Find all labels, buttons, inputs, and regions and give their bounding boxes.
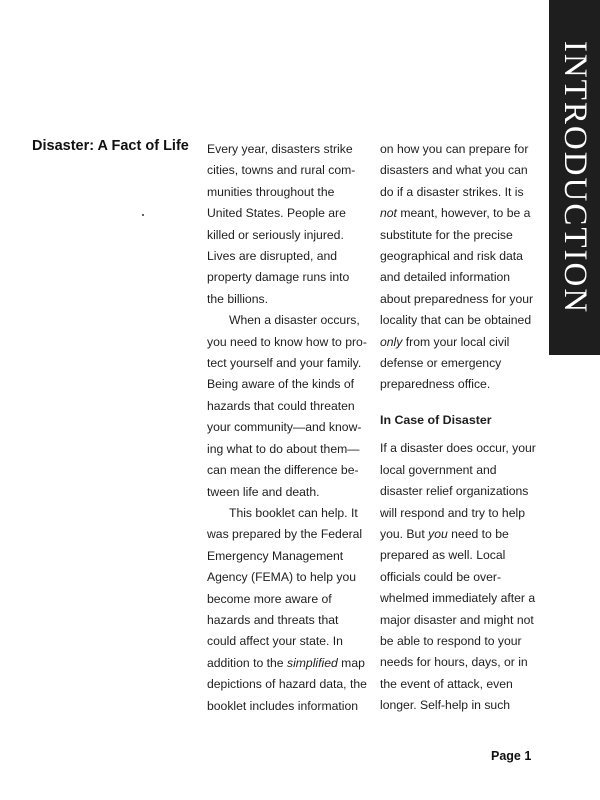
text-line [380,332,540,353]
text-run: addition to the [207,655,287,670]
text-line: your community—and know- [207,420,362,435]
text-line: do if a disaster strikes. It is [380,184,524,199]
text-line: Being aware of the kinds of [207,377,355,392]
text-line: substitute for the precise [380,227,513,242]
emphasis-text: not [380,206,397,221]
text-line [380,524,540,545]
text-line: be able to respond to your [380,633,522,648]
text-column-1 [207,139,367,717]
text-line: If a disaster does occur, your [380,441,536,456]
emphasis-text: simplified [286,655,338,670]
text-line: killed or seriously injured. [207,227,344,242]
text-line [380,203,540,224]
text-line: the billions. [207,291,268,306]
text-line: United States. People are [207,206,346,221]
text-line: on how you can prepare for [380,142,529,156]
section-heading: Disaster: A Fact of Life [32,138,189,154]
subheading: In Case of Disaster [380,412,492,427]
stray-mark [142,214,144,216]
text-line: become more aware of [207,591,332,606]
text-line: you need to know how to pro- [207,334,367,349]
text-line: property damage runs into [207,270,350,285]
text-line: Agency (FEMA) to help you [207,570,357,585]
text-line: booklet includes information [207,698,359,713]
text-line: and detailed information [380,270,511,285]
text-line: Every year, disasters strike [207,142,353,156]
section-tab-label: INTRODUCTION [557,40,593,315]
emphasis-text: you [428,526,448,541]
text-line: was prepared by the Federal [207,527,363,542]
text-line: This booklet can help. It [229,505,358,520]
text-line: prepared as well. Local [380,548,506,563]
text-line [207,653,365,674]
text-line: will respond and try to help [380,505,525,520]
text-line: cities, towns and rural com- [207,163,356,178]
text-line: geographical and risk data [380,249,523,264]
text-column-2 [380,139,540,717]
text-line: Lives are disrupted, and [207,249,338,264]
text-line: disasters and what you can [380,163,528,178]
text-line: local government and [380,462,497,477]
section-tab [549,0,600,355]
text-line: munities throughout the [207,184,335,199]
text-run: from your local civil [402,334,510,349]
text-line: tween life and death. [207,484,320,499]
text-line: hazards that could threaten [207,398,355,413]
text-line: hazards and threats that [207,612,339,627]
text-run: map [337,655,365,670]
text-line: about preparedness for your [380,291,534,306]
emphasis-text: only [380,334,403,349]
text-line: Emergency Management [207,548,344,563]
page-number: Page 1 [491,749,532,763]
text-run: need to be [447,526,509,541]
text-run: you. But [380,526,429,541]
text-line: tect yourself and your family. [207,356,362,371]
text-line: depictions of hazard data, the [207,677,367,692]
text-line: officials could be over- [380,569,502,584]
text-line: When a disaster occurs, [229,313,360,328]
text-line: major disaster and might not [380,612,534,627]
text-line: locality that can be obtained [380,313,532,328]
text-line: whelmed immediately after a [380,591,536,606]
text-line: ing what to do about them— [207,441,360,456]
text-line: could affect your state. In [207,634,343,649]
text-line: disaster relief organizations [380,484,529,499]
text-run: meant, however, to be a [396,206,531,221]
text-line: the event of attack, even [380,676,513,691]
text-line: longer. Self-help in such [380,698,511,713]
text-line: defense or emergency [380,356,502,371]
text-line: preparedness office. [380,377,491,392]
text-line: needs for hours, days, or in [380,655,528,670]
text-line: can mean the difference be- [207,463,359,478]
